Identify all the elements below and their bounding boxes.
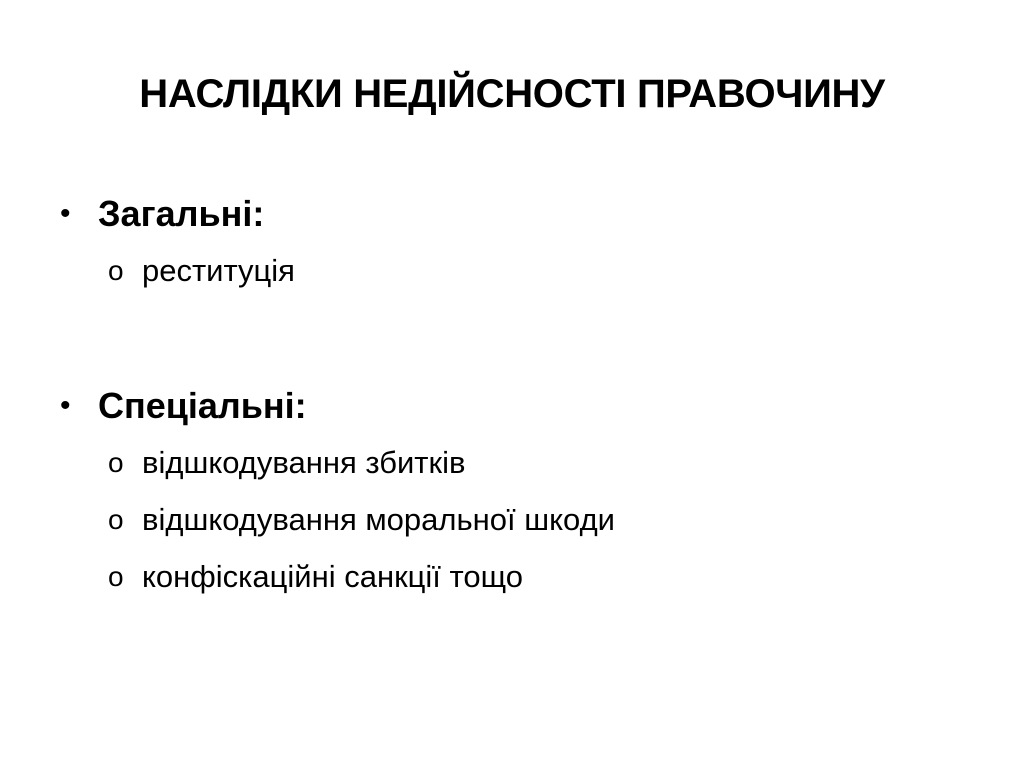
list-item-label: відшкодування збитків [142, 444, 466, 480]
slide-title: НАСЛІДКИ НЕДІЙСНОСТІ ПРАВОЧИНУ [139, 72, 885, 116]
list-item-label: відшкодування моральної шкоди [142, 501, 615, 537]
section-heading [60, 378, 960, 434]
circle-bullet-icon: o [108, 503, 124, 535]
circle-bullet-icon: o [108, 560, 124, 592]
section-heading [60, 186, 960, 242]
list-item [60, 434, 960, 491]
circle-bullet-icon: o [108, 254, 124, 286]
section-special [60, 378, 960, 605]
list-item-label: конфіскаційні санкції тощо [142, 558, 524, 594]
section-heading-label: Спеціальні: [98, 385, 307, 426]
list-item [60, 548, 960, 605]
bullet-icon: • [60, 197, 71, 230]
sub-list [60, 434, 960, 605]
bullet-icon: • [60, 389, 71, 422]
list-item [60, 242, 960, 299]
sub-list [60, 242, 960, 299]
list-item [60, 491, 960, 548]
list-item-label: реституція [142, 252, 295, 288]
section-general [60, 186, 960, 299]
section-heading-label: Загальні: [98, 193, 265, 234]
circle-bullet-icon: o [108, 446, 124, 478]
